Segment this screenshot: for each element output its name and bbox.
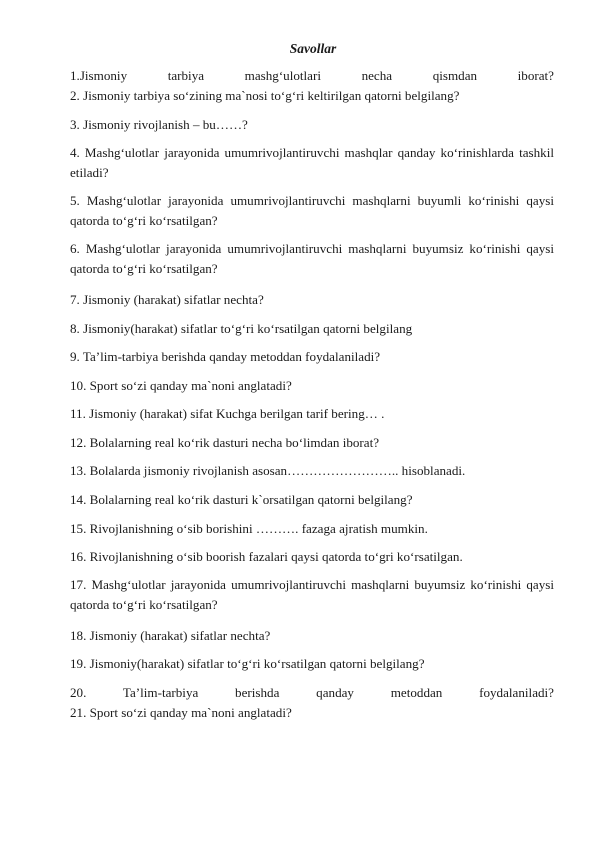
question-17: 17. Mashg‘ulotlar jarayonida umumrivojlantiruvchi mashqlarni buyumsiz ko‘rinishi qaysi qatorda to‘g‘ri ko‘rsatilgan? xyxy=(70,577,554,612)
question-15: 15. Rivojlanishning o‘sib borishini ………. fazaga ajratish mumkin. xyxy=(70,521,428,536)
question-19: 19. Jismoniy(harakat) sifatlar to‘g‘ri ko‘rsatilgan qatorni belgilang? xyxy=(70,656,425,671)
question-8: 8. Jismoniy(harakat) sifatlar to‘g‘ri ko‘rsatilgan qatorni belgilang xyxy=(70,321,413,336)
question-20: 20. Ta’lim-tarbiya berishda qanday metoddan foydalaniladi? xyxy=(70,685,554,700)
question-3: 3. Jismoniy rivojlanish – bu……? xyxy=(70,117,248,132)
question-10: 10. Sport so‘zi qanday ma`noni anglatadi? xyxy=(70,378,292,393)
question-2: 2. Jismoniy tarbiya so‘zining ma`nosi to‘g‘ri keltirilgan qatorni belgilang? xyxy=(70,88,460,103)
question-5: 5. Mashg‘ulotlar jarayonida umumrivojlantiruvchi mashqlarni buyumli ko‘rinishi qaysi qatorda to‘g‘ri ko‘rsatilgan? xyxy=(70,193,554,228)
question-1: 1.Jismoniy tarbiya mashg‘ulotlari necha qismdan iborat? xyxy=(70,68,554,83)
question-4: 4. Mashg‘ulotlar jarayonida umumrivojlantiruvchi mashqlar qanday ko‘rinishlarda tashkil etiladi? xyxy=(70,145,554,180)
question-16: 16. Rivojlanishning o‘sib boorish fazalari qaysi qatorda to‘gri ko‘rsatilgan. xyxy=(70,549,463,564)
question-12: 12. Bolalarning real ko‘rik dasturi necha bo‘limdan iborat? xyxy=(70,435,380,450)
question-13: 13. Bolalarda jismoniy rivojlanish asosan…………………….. hisoblanadi. xyxy=(70,463,466,478)
page-title: Savollar xyxy=(289,41,337,56)
question-9: 9. Ta’lim-tarbiya berishda qanday metoddan foydalaniladi? xyxy=(70,349,381,364)
question-11: 11. Jismoniy (harakat) sifat Kuchga berilgan tarif bering… . xyxy=(70,406,385,421)
question-6: 6. Mashg‘ulotlar jarayonida umumrivojlantiruvchi mashqlarni buyumsiz ko‘rinishi qaysi qatorda to‘g‘ri ko‘rsatilgan? xyxy=(70,241,554,276)
question-21: 21. Sport so‘zi qanday ma`noni anglatadi? xyxy=(70,705,292,720)
question-7: 7. Jismoniy (harakat) sifatlar nechta? xyxy=(70,292,264,307)
question-18: 18. Jismoniy (harakat) sifatlar nechta? xyxy=(70,628,271,643)
question-14: 14. Bolalarning real ko‘rik dasturi k`orsatilgan qatorni belgilang? xyxy=(70,492,413,507)
